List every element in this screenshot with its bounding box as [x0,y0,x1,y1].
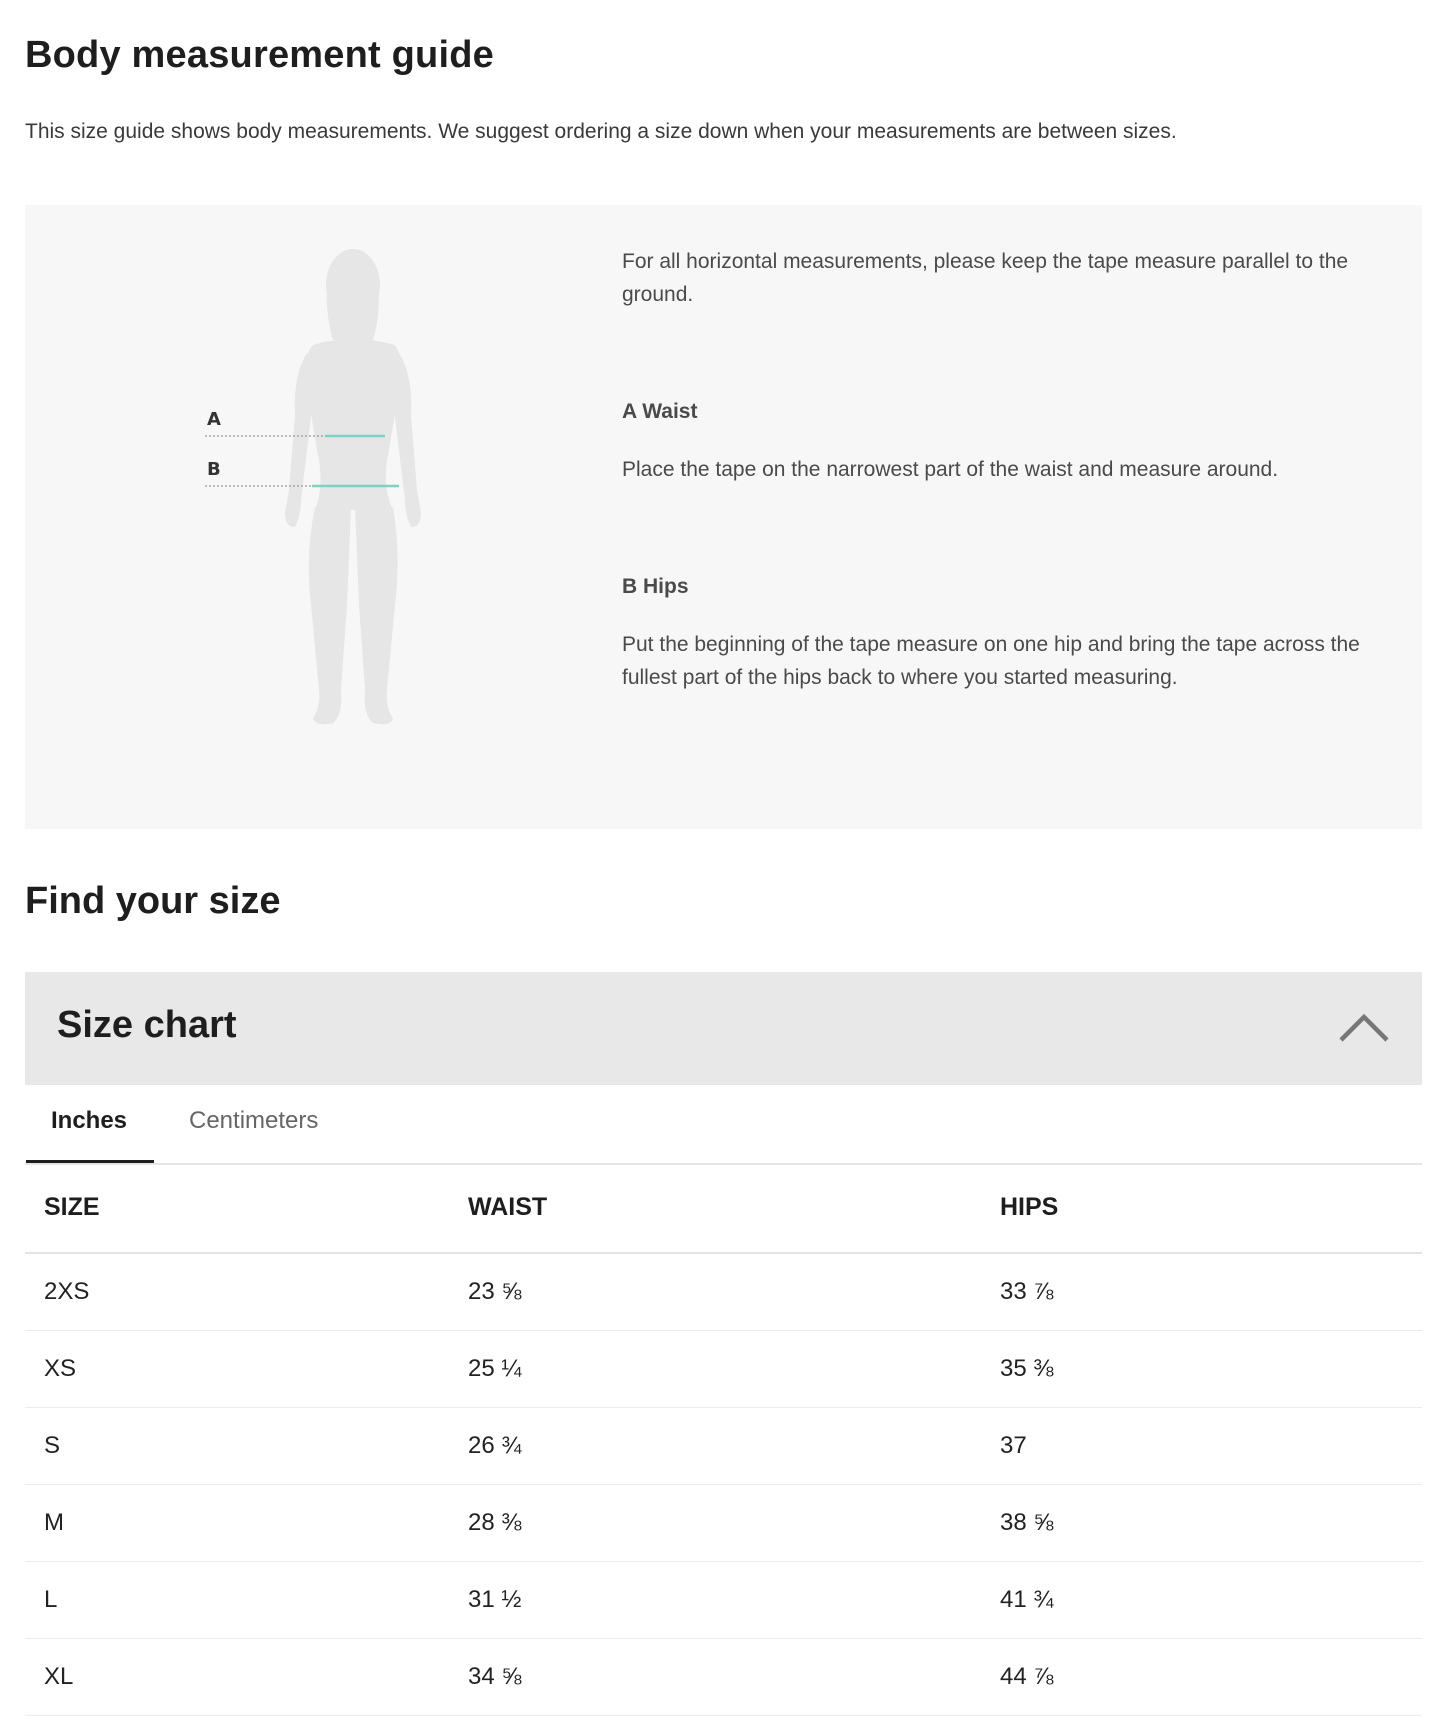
waist-heading: A Waist [622,400,698,423]
measurement-guide-panel [25,205,1422,829]
table-row [25,1485,1422,1562]
table-row [25,1639,1422,1716]
body-figure-illustration [205,245,485,765]
waist-cell: 31 ½ [449,1562,981,1639]
marker-a-label: A [207,409,221,430]
waist-cell: 26 ¾ [449,1408,981,1485]
tab-inches[interactable]: Inches [51,1107,128,1134]
table-row [25,1253,1422,1331]
hips-cell: 33 ⅞ [981,1253,1422,1331]
hips-heading: B Hips [622,575,689,598]
table-row [25,1562,1422,1639]
size-chart-accordion-header[interactable] [25,972,1422,1085]
hips-description: Put the beginning of the tape measure on one hip and bring the tape across the fullest part of the hips back to where you started measuring. [622,633,1360,689]
waist-description: Place the tape on the narrowest part of the waist and measure around. [622,458,1279,481]
hips-cell: 38 ⅝ [981,1485,1422,1562]
hips-cell: 37 [981,1408,1422,1485]
size-cell: M [25,1485,449,1562]
table-header-row [25,1163,1422,1253]
header-size: SIZE [25,1163,449,1253]
table-row [25,1331,1422,1408]
waist-cell: 28 ⅜ [449,1485,981,1562]
unit-tabs [25,1085,1422,1165]
marker-b-label: B [207,459,221,480]
page-title: Body measurement guide [25,34,494,76]
size-cell: XL [25,1639,449,1716]
size-chart-title: Size chart [57,1004,237,1046]
hips-cell: 35 ⅜ [981,1331,1422,1408]
size-table [25,1163,1422,1716]
chevron-up-icon[interactable] [1338,1012,1390,1044]
guide-intro: For all horizontal measurements, please keep the tape measure parallel to the ground. [622,250,1349,306]
hips-cell: 41 ¾ [981,1562,1422,1639]
waist-cell: 34 ⅝ [449,1639,981,1716]
header-waist: WAIST [449,1163,981,1253]
waist-cell: 25 ¼ [449,1331,981,1408]
table-row [25,1408,1422,1485]
tab-centimeters[interactable]: Centimeters [189,1107,319,1134]
find-your-size-heading: Find your size [25,880,281,922]
waist-cell: 23 ⅝ [449,1253,981,1331]
size-cell: S [25,1408,449,1485]
size-cell: L [25,1562,449,1639]
header-hips: HIPS [981,1163,1422,1253]
size-cell: XS [25,1331,449,1408]
intro-text: This size guide shows body measurements. We suggest ordering a size down when your measurements are between sizes. [25,120,1177,143]
hips-cell: 44 ⅞ [981,1639,1422,1716]
size-cell: 2XS [25,1253,449,1331]
